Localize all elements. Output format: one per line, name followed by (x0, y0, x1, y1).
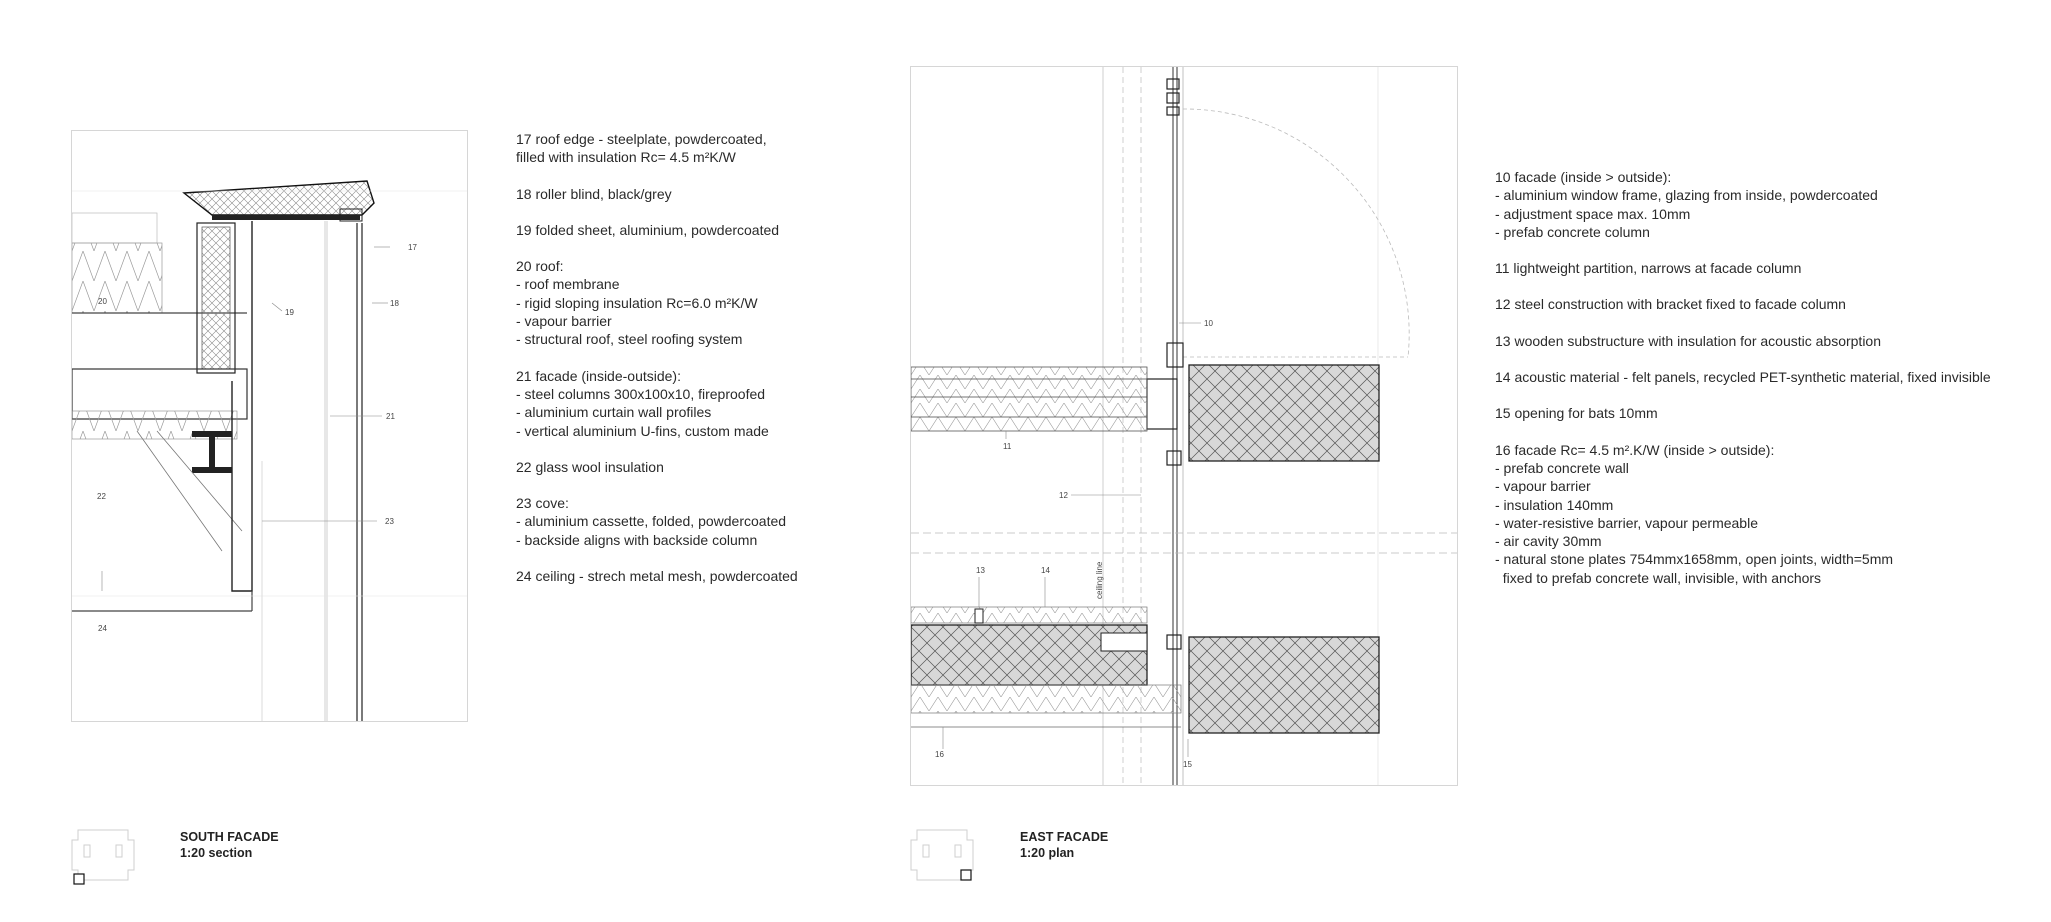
callout-14: 14 (1041, 566, 1050, 575)
callout-12: 12 (1059, 491, 1068, 500)
note-23: 23 cove: - aluminium cassette, folded, powdercoated - backside aligns with backside column (516, 495, 787, 548)
note-24: 24 ceiling - strech metal mesh, powdercoated (516, 568, 798, 585)
note-18: 18 roller blind, black/grey (516, 185, 672, 202)
south-key-plan (70, 828, 136, 886)
note-21: 21 facade (inside-outside): - steel columns 300x100x10, fireproofed - aluminium curtain wall profiles - vertical aluminium U-fins, custom made (516, 367, 769, 439)
callout-21: 21 (386, 412, 395, 421)
callout-15: 15 (1183, 760, 1192, 769)
callout-18: 18 (390, 299, 399, 308)
east-scale: 1:20 plan (1020, 846, 1075, 860)
note-11: 11 lightweight partition, narrows at facade column (1495, 260, 1802, 277)
note-17: 17 roof edge - steelplate, powdercoated, filled with insulation Rc= 4.5 m²K/W (516, 131, 767, 166)
east-facade-plan-drawing (910, 66, 1458, 786)
callout-23: 23 (385, 517, 394, 526)
note-16: 16 facade Rc= 4.5 m².K/W (inside > outside): - prefab concrete wall - vapour barrier - insulation 140mm - water-resistive barrier, vapour permeable - air cavity 30mm - natural stone plates 754mmx1658mm, open joints, width=5mm fixed to prefab concrete wall, invisible, with anchors (1495, 441, 1894, 586)
callout-16: 16 (935, 750, 944, 759)
callout-24: 24 (98, 624, 107, 633)
south-title-block (180, 829, 279, 861)
callout-10: 10 (1204, 319, 1213, 328)
note-22: 22 glass wool insulation (516, 458, 664, 475)
east-notes (1495, 168, 2035, 605)
east-title: EAST FACADE (1020, 830, 1109, 844)
callout-17: 17 (408, 243, 417, 252)
east-key-plan (909, 828, 975, 886)
callout-11: 11 (1003, 442, 1012, 451)
note-15: 15 opening for bats 10mm (1495, 405, 1658, 422)
south-notes (516, 130, 876, 603)
south-title: SOUTH FACADE (180, 830, 279, 844)
callout-22: 22 (97, 492, 106, 501)
note-14: 14 acoustic material - felt panels, recycled PET-synthetic material, fixed invisible (1495, 369, 1991, 386)
note-19: 19 folded sheet, aluminium, powdercoated (516, 221, 780, 238)
note-12: 12 steel construction with bracket fixed to facade column (1495, 296, 1846, 313)
callout-19: 19 (285, 308, 294, 317)
note-10: 10 facade (inside > outside): - aluminium window frame, glazing from inside, powdercoated - adjustment space max. 10mm - prefab concrete column (1495, 169, 1878, 240)
east-title-block (1020, 829, 1108, 861)
callout-13: 13 (976, 566, 985, 575)
ceiling-line-label: ceiling line (1095, 561, 1104, 599)
south-scale: 1:20 section (180, 846, 253, 860)
note-20: 20 roof: - roof membrane - rigid sloping insulation Rc=6.0 m²K/W - vapour barrier - structural roof, steel roofing system (516, 258, 758, 348)
south-facade-section-drawing (71, 130, 468, 722)
note-13: 13 wooden substructure with insulation for acoustic absorption (1495, 332, 1881, 349)
callout-20: 20 (98, 297, 107, 306)
